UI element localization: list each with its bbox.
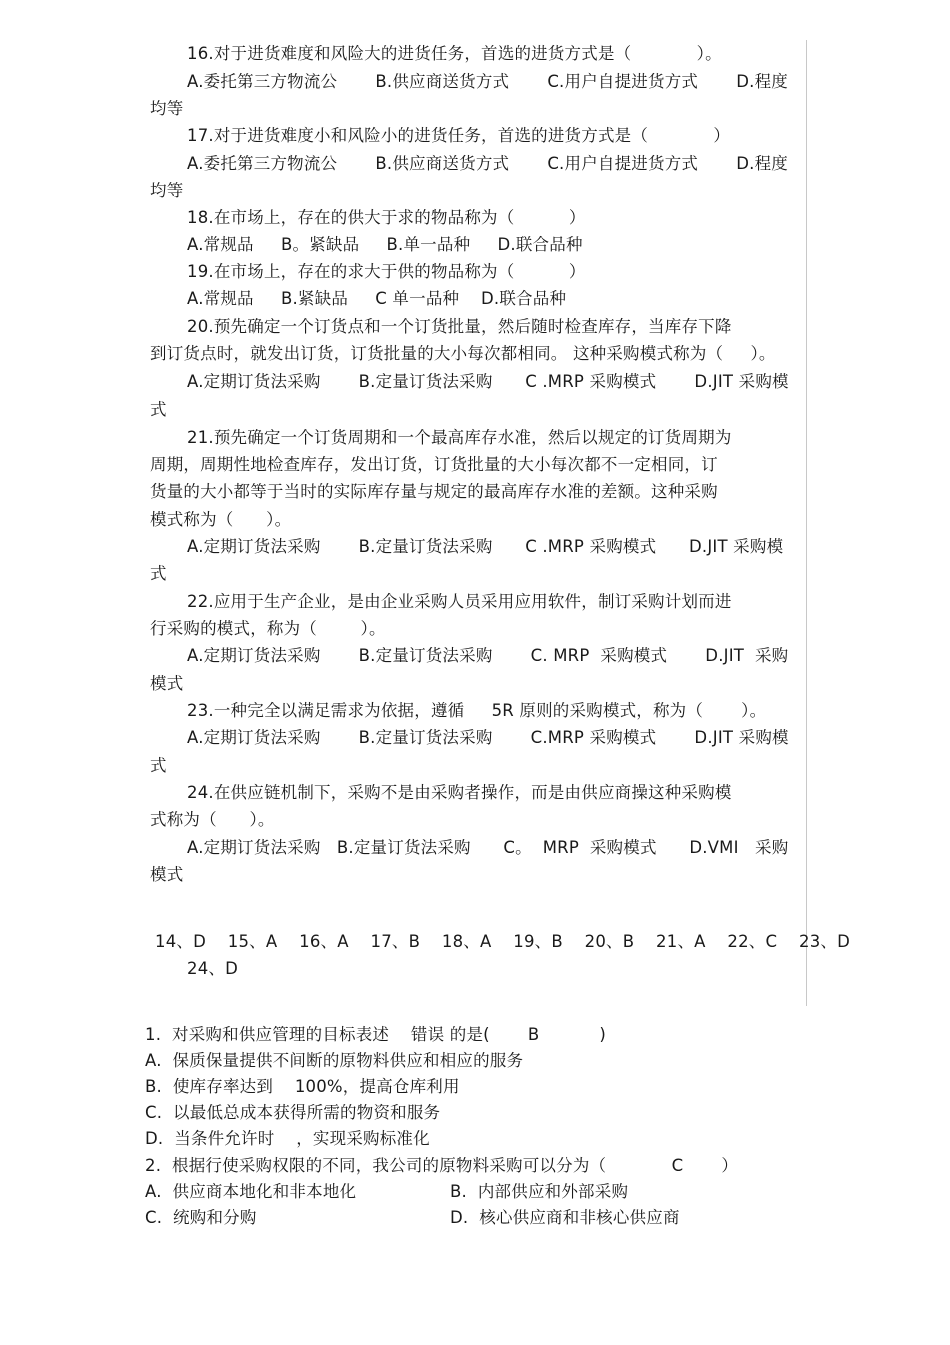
question-16-options: A.委托第三方物流公 B.供应商送货方式 C.用户自提进货方式 D.程度 xyxy=(187,72,788,91)
question-b2-option-d: D. 核心供应商和非核心供应商 xyxy=(450,1208,680,1227)
answer-key-line-1: 14、D 15、A 16、A 17、B 18、A 19、B 20、B 21、A 22、C 23、D xyxy=(155,932,851,951)
question-b1-option-b: B. 使库存率达到 100%，提高仓库利用 xyxy=(145,1077,460,1096)
question-17-options: A.委托第三方物流公 B.供应商送货方式 C.用户自提进货方式 D.程度 xyxy=(187,154,788,173)
question-b2-option-b: B. 内部供应和外部采购 xyxy=(450,1182,629,1201)
question-b1-stem: 1. 对采购和供应管理的目标表述 错误 的是( B ) xyxy=(145,1025,606,1044)
question-16-options-cont: 均等 xyxy=(150,99,184,118)
question-23-options-cont: 式 xyxy=(150,756,167,775)
question-21-options-cont: 式 xyxy=(150,564,167,583)
question-20-options-cont: 式 xyxy=(150,400,167,419)
question-20-stem-cont: 到订货点时，就发出订货，订货批量的大小每次都相同。 这种采购模式称为（ ）。 xyxy=(150,344,776,363)
question-21-stem: 21.预先确定一个订货周期和一个最高库存水准，然后以规定的订货周期为 xyxy=(187,428,732,447)
question-20-stem: 20.预先确定一个订货点和一个订货批量，然后随时检查库存，当库存下降 xyxy=(187,317,732,336)
question-22-options: A.定期订货法采购 B.定量订货法采购 C. MRP 采购模式 D.JIT 采购 xyxy=(187,646,789,665)
question-24-options: A.定期订货法采购 B.定量订货法采购 C。 MRP 采购模式 D.VMI 采购 xyxy=(187,838,789,857)
question-21-stem-cont-1: 周期，周期性地检查库存，发出订货，订货批量的大小每次都不一定相同，订 xyxy=(150,455,718,474)
question-b1-option-d: D. 当条件允许时 ，实现采购标准化 xyxy=(145,1129,430,1148)
question-22-stem-cont: 行采购的模式，称为（ ）。 xyxy=(150,619,386,638)
question-b2-stem: 2. 根据行使采购权限的不同，我公司的原物料采购可以分为（ C ） xyxy=(145,1156,739,1175)
question-21-stem-cont-3: 模式称为（ ）。 xyxy=(150,510,292,529)
question-24-stem: 24.在供应链机制下，采购不是由采购者操作，而是由供应商操这种采购模 xyxy=(187,783,732,802)
question-b1-option-c: C. 以最低总成本获得所需的物资和服务 xyxy=(145,1103,441,1122)
question-21-options: A.定期订货法采购 B.定量订货法采购 C .MRP 采购模式 D.JIT 采购模 xyxy=(187,537,784,556)
question-17-options-cont: 均等 xyxy=(150,181,184,200)
question-23-options: A.定期订货法采购 B.定量订货法采购 C.MRP 采购模式 D.JIT 采购模 xyxy=(187,728,789,747)
question-19-options: A.常规品 B.紧缺品 C 单一品种 D.联合品种 xyxy=(187,289,567,308)
question-17-stem: 17.对于进货难度小和风险小的进货任务，首选的进货方式是（ ） xyxy=(187,126,731,145)
question-23-stem: 23.一种完全以满足需求为依据，遵循 5R 原则的采购模式，称为（ ）。 xyxy=(187,701,767,720)
question-22-stem: 22.应用于生产企业，是由企业采购人员采用应用软件，制订采购计划而进 xyxy=(187,592,732,611)
question-18-options: A.常规品 B。紧缺品 B.单一品种 D.联合品种 xyxy=(187,235,583,254)
question-21-stem-cont-2: 货量的大小都等于当时的实际库存量与规定的最高库存水准的差额。这种采购 xyxy=(150,482,718,501)
question-b2-option-a: A. 供应商本地化和非本地化 xyxy=(145,1182,357,1201)
question-16-stem: 16.对于进货难度和风险大的进货任务，首选的进货方式是（ ）。 xyxy=(187,44,722,63)
question-19-stem: 19.在市场上，存在的求大于供的物品称为（ ） xyxy=(187,262,586,281)
question-22-options-cont: 模式 xyxy=(150,674,184,693)
question-20-options: A.定期订货法采购 B.定量订货法采购 C .MRP 采购模式 D.JIT 采购模 xyxy=(187,372,789,391)
margin-rule xyxy=(806,40,807,1006)
question-b1-option-a: A. 保质保量提供不间断的原物料供应和相应的服务 xyxy=(145,1051,524,1070)
question-24-stem-cont: 式称为（ ）。 xyxy=(150,810,275,829)
question-24-options-cont: 模式 xyxy=(150,865,184,884)
answer-key-line-2: 24、D xyxy=(187,959,239,978)
question-18-stem: 18.在市场上，存在的供大于求的物品称为（ ） xyxy=(187,208,586,227)
question-b2-option-c: C. 统购和分购 xyxy=(145,1208,257,1227)
